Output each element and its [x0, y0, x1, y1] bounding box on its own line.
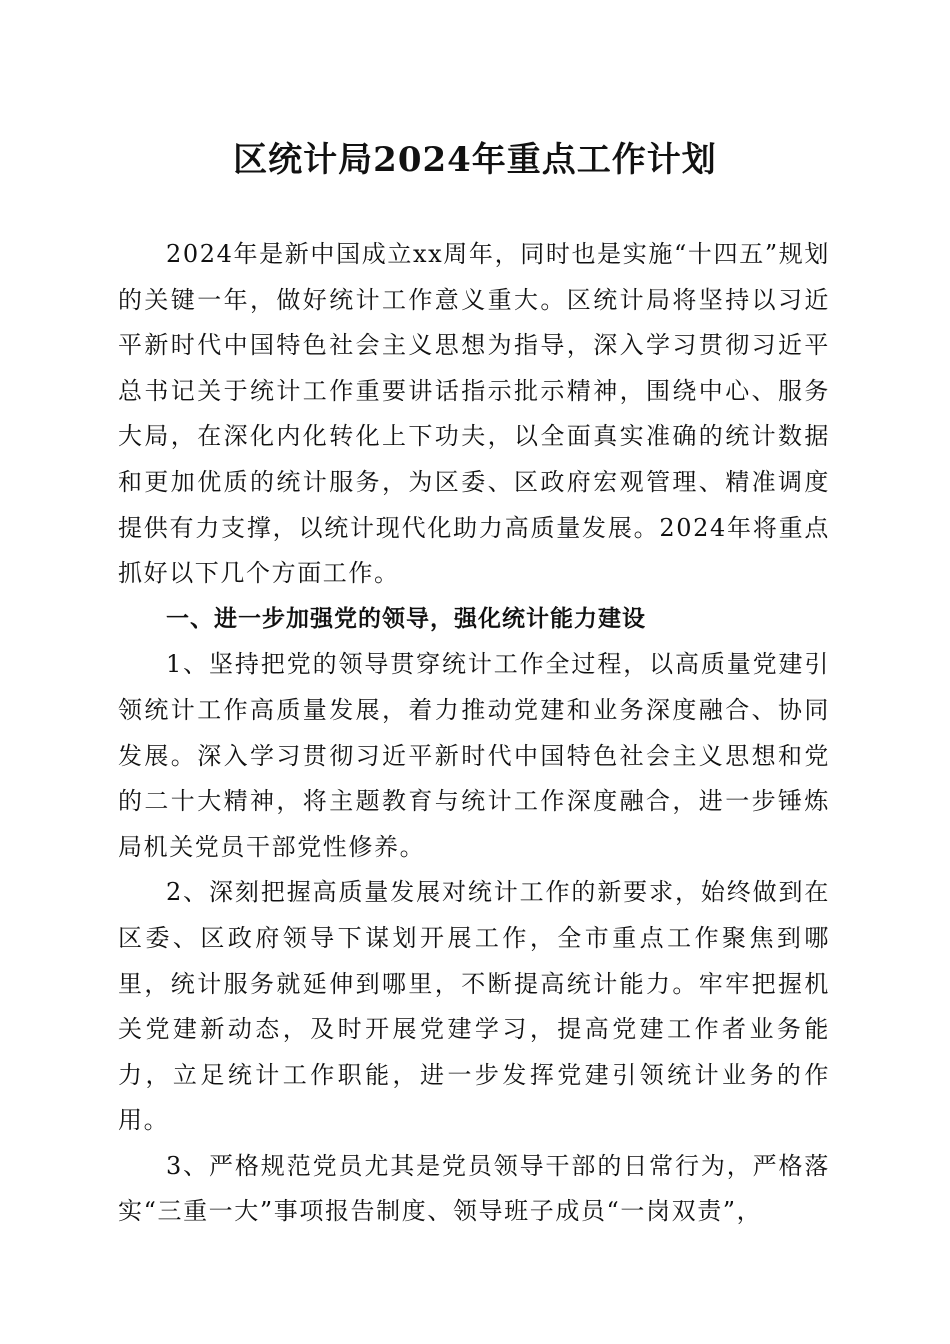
item-paragraph-3: 3、严格规范党员尤其是党员领导干部的日常行为，严格落实“三重一大”事项报告制度、领导班子成员“一岗双责”， — [118, 1151, 830, 1226]
item-paragraph-1: 1、坚持把党的领导贯穿统计工作全过程，以高质量党建引领统计工作高质量发展，着力推动党建和业务深度融合、协同发展。深入学习贯彻习近平新时代中国特色社会主义思想和党的二十大精神，将主题教育与统计工作深度融合，进一步锤炼局机关党员干部党性修养。 — [118, 650, 830, 861]
document-title: 区统计局2024年重点工作计划 — [233, 140, 717, 180]
section-heading-1: 一、进一步加强党的领导，强化统计能力建设 — [166, 605, 646, 632]
intro-paragraph: 2024年是新中国成立xx周年，同时也是实施“十四五”规划的关键一年，做好统计工作意义重大。区统计局将坚持以习近平新时代中国特色社会主义思想为指导，深入学习贯彻习近平总书记关于统计工作重要讲话指示批示精神，围绕中心、服务大局，在深化内化转化上下功夫，以全面真实准确的统计数据和更加优质的统计服务，为区委、区政府宏观管理、精准调度提供有力支撑，以统计现代化助力高质量发展。2024年将重点抓好以下几个方面工作。 — [118, 240, 830, 588]
item-paragraph-2: 2、深刻把握高质量发展对统计工作的新要求，始终做到在区委、区政府领导下谋划开展工作，全市重点工作聚焦到哪里，统计服务就延伸到哪里，不断提高统计能力。牢牢把握机关党建新动态，及时开展党建学习，提高党建工作者业务能力，立足统计工作职能，进一步发挥党建引领统计业务的作用。 — [118, 878, 830, 1135]
document-body — [118, 232, 830, 1235]
